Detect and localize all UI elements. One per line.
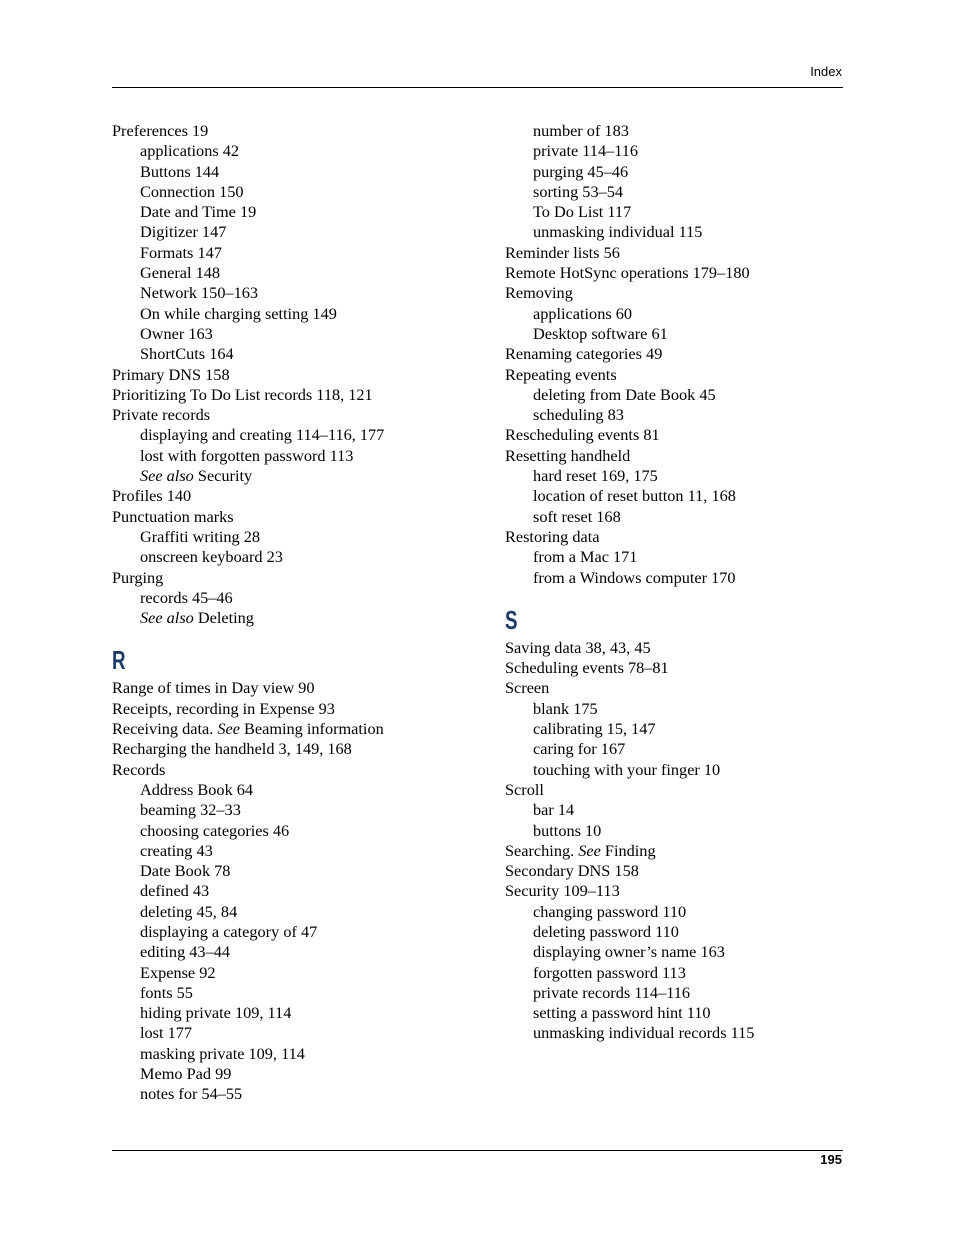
index-entry: Private records	[112, 405, 211, 425]
index-subentry: displaying a category of 47	[140, 921, 318, 941]
index-entry: Scheduling events 78–81	[505, 658, 669, 678]
index-entry: Primary DNS 158	[112, 364, 230, 384]
index-subentry: unmasking individual 115	[533, 222, 703, 242]
index-subentry: hard reset 169, 175	[533, 466, 658, 486]
index-entry: Remote HotSync operations 179–180	[505, 263, 750, 283]
index-subentry: Desktop software 61	[533, 323, 668, 343]
index-entry: Punctuation marks	[112, 506, 234, 526]
index-subentry: deleting from Date Book 45	[533, 384, 716, 404]
index-subentry: Memo Pad 99	[140, 1064, 232, 1084]
index-subentry: Address Book 64	[140, 779, 254, 799]
index-subentry: creating 43	[140, 840, 213, 860]
index-entry: Restoring data	[505, 526, 600, 546]
index-subentry: Connection 150	[140, 181, 244, 201]
index-column-left	[112, 121, 482, 1105]
index-subentry: from a Mac 171	[533, 547, 638, 567]
section-letter: S	[505, 604, 518, 635]
entry-text: Receiving data.	[112, 719, 218, 739]
index-subentry: bar 14	[533, 800, 575, 820]
index-subentry: Formats 147	[140, 242, 222, 262]
index-subentry: Buttons 144	[140, 161, 220, 181]
index-entry: Range of times in Day view 90	[112, 678, 315, 698]
index-subentry: Network 150–163	[140, 283, 259, 303]
index-subentry: touching with your finger 10	[533, 759, 721, 779]
index-subentry: deleting password 110	[533, 921, 679, 941]
index-subentry: private records 114–116	[533, 982, 691, 1002]
index-subentry: onscreen keyboard 23	[140, 547, 283, 567]
running-head: Index	[810, 64, 842, 79]
index-subentry: notes for 54–55	[140, 1084, 243, 1104]
index-subentry: unmasking individual records 115	[533, 1023, 755, 1043]
index-entry: Records	[112, 759, 166, 779]
index-subentry: applications 42	[140, 141, 240, 161]
index-entry: Repeating events	[505, 364, 617, 384]
index-subentry: buttons 10	[533, 820, 602, 840]
index-subentry: applications 60	[533, 303, 633, 323]
index-subentry: forgotten password 113	[533, 962, 686, 982]
index-entry: Preferences 19	[112, 121, 209, 140]
index-entry	[112, 719, 482, 739]
index-subentry: private 114–116	[533, 141, 639, 161]
index-subentry: location of reset button 11, 168	[533, 486, 736, 506]
entry-see: See	[217, 719, 240, 739]
header-rule	[112, 87, 843, 88]
entry-see: See	[578, 840, 601, 860]
entry-target: Security	[193, 466, 253, 486]
index-subentry: Graffiti writing 28	[140, 526, 260, 546]
index-subentry: fonts 55	[140, 982, 193, 1002]
index-subentry: scheduling 83	[533, 405, 624, 425]
index-entry: Scroll	[505, 779, 544, 799]
entry-target: Deleting	[193, 608, 254, 628]
index-entry: Secondary DNS 158	[505, 861, 639, 881]
index-subentry: purging 45–46	[533, 161, 629, 181]
index-subentry: Owner 163	[140, 323, 213, 343]
index-subentry: setting a password hint 110	[533, 1003, 711, 1023]
index-entry	[505, 841, 875, 861]
index-entry: Rescheduling events 81	[505, 425, 660, 445]
index-subentry: ShortCuts 164	[140, 344, 234, 364]
index-entry: Purging	[112, 567, 164, 587]
index-column-right	[505, 121, 875, 1044]
index-entry: Recharging the handheld 3, 149, 168	[112, 739, 352, 759]
index-subentry	[112, 466, 482, 486]
index-entry: Profiles 140	[112, 486, 192, 506]
index-subentry: Digitizer 147	[140, 222, 227, 242]
index-entry: Removing	[505, 283, 573, 303]
index-subentry: calibrating 15, 147	[533, 719, 656, 739]
index-subentry: General 148	[140, 263, 221, 283]
page-number: 195	[820, 1152, 842, 1167]
index-subentry: displaying owner’s name 163	[533, 942, 725, 962]
index-subentry: blank 175	[533, 698, 598, 718]
index-subentry	[112, 608, 482, 628]
index-subentry: beaming 32–33	[140, 800, 241, 820]
index-entry: Renaming categories 49	[505, 344, 663, 364]
index-subentry: masking private 109, 114	[140, 1043, 305, 1063]
index-subentry: To Do List 117	[533, 202, 632, 222]
index-subentry: deleting 45, 84	[140, 901, 238, 921]
entry-see-also: See also	[140, 608, 194, 628]
index-subentry: defined 43	[140, 881, 210, 901]
index-subentry: Date Book 78	[140, 861, 231, 881]
footer-rule	[112, 1150, 843, 1151]
index-entry: Saving data 38, 43, 45	[505, 637, 651, 657]
index-entry: Prioritizing To Do List records 118, 121	[112, 384, 373, 404]
index-subentry: sorting 53–54	[533, 181, 624, 201]
entry-target: Beaming information	[239, 719, 384, 739]
entry-text: Searching.	[505, 840, 579, 860]
index-subentry: soft reset 168	[533, 506, 621, 526]
index-entry: Receipts, recording in Expense 93	[112, 698, 335, 718]
index-subentry: displaying and creating 114–116, 177	[140, 425, 385, 445]
section-letter: R	[112, 645, 126, 676]
index-subentry: records 45–46	[140, 587, 233, 607]
index-subentry: choosing categories 46	[140, 820, 290, 840]
index-subentry: changing password 110	[533, 901, 687, 921]
index-subentry: Date and Time 19	[140, 202, 257, 222]
index-subentry: lost with forgotten password 113	[140, 445, 354, 465]
index-subentry: lost 177	[140, 1023, 193, 1043]
index-subentry: number of 183	[533, 121, 629, 140]
index-subentry: editing 43–44	[140, 942, 230, 962]
index-entry: Security 109–113	[505, 881, 620, 901]
entry-see-also: See also	[140, 466, 194, 486]
index-entry: Resetting handheld	[505, 445, 631, 465]
index-subentry: Expense 92	[140, 962, 216, 982]
entry-target: Finding	[600, 840, 656, 860]
index-subentry: caring for 167	[533, 739, 626, 759]
index-subentry: On while charging setting 149	[140, 303, 337, 323]
index-entry: Screen	[505, 678, 550, 698]
index-entry: Reminder lists 56	[505, 242, 620, 262]
index-subentry: from a Windows computer 170	[533, 567, 736, 587]
index-subentry: hiding private 109, 114	[140, 1003, 292, 1023]
